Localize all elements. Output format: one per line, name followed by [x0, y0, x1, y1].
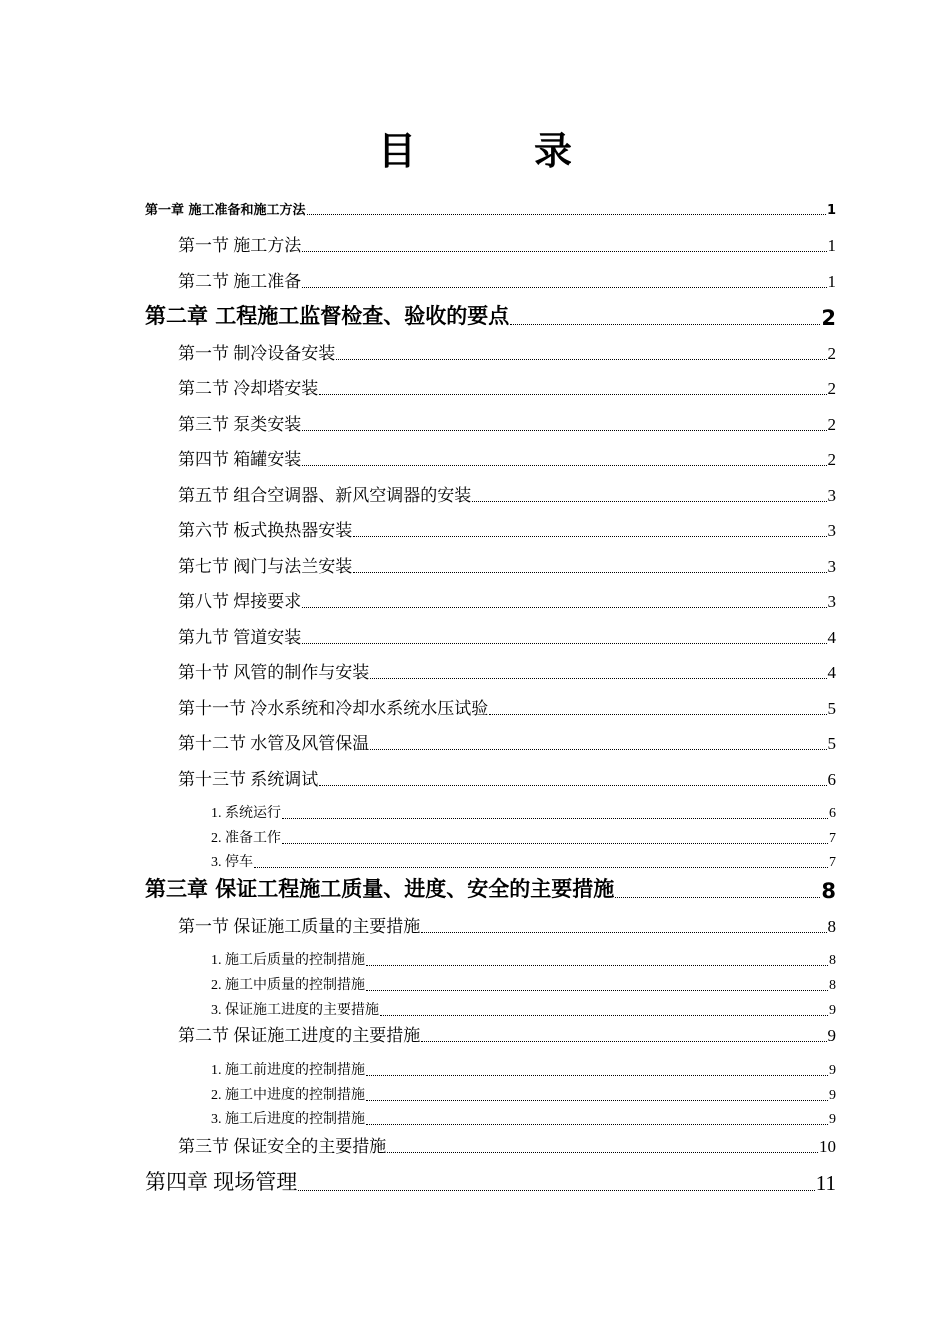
toc-entry-section[interactable]: [178, 912, 836, 937]
toc-entry-section[interactable]: [178, 623, 836, 648]
toc-entry-section[interactable]: [178, 1132, 836, 1157]
toc-entry-section[interactable]: [178, 552, 836, 577]
dot-leader: [387, 1152, 818, 1153]
toc-entry-label: 第三章 保证工程施工质量、进度、安全的主要措施: [145, 877, 615, 901]
dot-leader: [353, 572, 826, 573]
toc-entry-label: 第二节 施工准备: [178, 272, 302, 291]
toc-entry-page: 8: [827, 917, 836, 936]
toc-entry-page: 10: [819, 1137, 836, 1156]
dot-leader: [319, 394, 826, 395]
toc-entry-label: 3. 保证施工进度的主要措施: [211, 1003, 379, 1018]
toc-entry-section[interactable]: [178, 516, 836, 541]
toc-entry-chapter-2[interactable]: [145, 300, 836, 330]
toc-entry-label: 第十节 风管的制作与安装: [178, 663, 370, 682]
toc-entry-section[interactable]: [178, 729, 836, 754]
toc-entry-section[interactable]: [178, 1021, 836, 1046]
toc-entry-label: 第九节 管道安装: [178, 628, 302, 647]
toc-entry-section[interactable]: [178, 587, 836, 612]
toc-entry-section[interactable]: [178, 410, 836, 435]
toc-entry-label: 第十一节 冷水系统和冷却水系统水压试验: [178, 699, 489, 718]
toc-entry-label: 第十二节 水管及风管保温: [178, 734, 370, 753]
toc-entry-section[interactable]: [178, 694, 836, 719]
toc-entry-label: 第二节 保证施工进度的主要措施: [178, 1026, 421, 1045]
toc-entry-label: 第二节 冷却塔安装: [178, 379, 319, 398]
toc-entry-subsection[interactable]: [211, 851, 836, 871]
dot-leader: [510, 324, 820, 325]
page-title: 目 录: [377, 129, 612, 173]
toc-entry-chapter-4[interactable]: [145, 1166, 836, 1196]
dot-leader: [472, 501, 826, 502]
toc-entry-page: 2: [827, 379, 836, 398]
toc-entry-section[interactable]: [178, 481, 836, 506]
dot-leader: [302, 643, 826, 644]
dot-leader: [370, 678, 826, 679]
toc-entry-page: 9: [827, 1026, 836, 1045]
toc-entry-label: 第三节 保证安全的主要措施: [178, 1137, 387, 1156]
toc-entry-page: 1: [827, 272, 836, 291]
toc-entry-page: 3: [827, 592, 836, 611]
toc-entry-page: 5: [827, 699, 836, 718]
toc-entry-page: 11: [815, 1171, 836, 1195]
toc-entry-subsection[interactable]: [211, 949, 836, 969]
dot-leader: [366, 1075, 828, 1076]
toc-entry-chapter-3[interactable]: [145, 873, 836, 903]
toc-entry-label: 第六节 板式换热器安装: [178, 521, 353, 540]
toc-entry-page: 9: [829, 1063, 836, 1078]
dot-leader: [615, 897, 820, 898]
toc-entry-section[interactable]: [178, 658, 836, 683]
toc-entry-page: 3: [827, 486, 836, 505]
dot-leader: [366, 965, 828, 966]
toc-entry-page: 4: [827, 663, 836, 682]
toc-entry-label: 2. 施工中进度的控制措施: [211, 1088, 365, 1103]
dot-leader: [302, 251, 826, 252]
toc-entry-label: 第一节 制冷设备安装: [178, 344, 336, 363]
toc-entry-label: 第十三节 系统调试: [178, 770, 319, 789]
toc-entry-subsection[interactable]: [211, 1108, 836, 1128]
toc-entry-page: 8: [829, 978, 836, 993]
toc-entry-page: 3: [827, 521, 836, 540]
toc-entry-label: 2. 施工中质量的控制措施: [211, 978, 365, 993]
toc-entry-page: 6: [827, 770, 836, 789]
toc-entry-subsection[interactable]: [211, 1059, 836, 1079]
dot-leader: [370, 749, 826, 750]
dot-leader: [353, 536, 826, 537]
toc-entry-section[interactable]: [178, 267, 836, 292]
toc-entry-label: 第五节 组合空调器、新风空调器的安装: [178, 486, 472, 505]
toc-entry-page: 2: [827, 415, 836, 434]
toc-entry-subsection[interactable]: [211, 1084, 836, 1104]
toc-entry-section[interactable]: [178, 339, 836, 364]
toc-entry-label: 第四章 现场管理: [145, 1170, 298, 1194]
toc-entry-page: 9: [829, 1003, 836, 1018]
dot-leader: [307, 214, 826, 215]
toc-entry-label: 第八节 焊接要求: [178, 592, 302, 611]
toc-entry-subsection[interactable]: [211, 827, 836, 847]
dot-leader: [282, 843, 828, 844]
toc-entry-label: 第二章 工程施工监督检查、验收的要点: [145, 304, 510, 328]
dot-leader: [380, 1015, 828, 1016]
toc-entry-subsection[interactable]: [211, 999, 836, 1019]
dot-leader: [366, 1124, 828, 1125]
toc-entry-label: 3. 停车: [211, 855, 253, 870]
toc-entry-page: 3: [827, 557, 836, 576]
dot-leader: [336, 359, 826, 360]
dot-leader: [489, 714, 826, 715]
dot-leader: [319, 785, 826, 786]
dot-leader: [302, 430, 826, 431]
toc-entry-label: 1. 施工前进度的控制措施: [211, 1063, 365, 1078]
toc-entry-label: 第一章 施工准备和施工方法: [145, 203, 306, 218]
toc-entry-page: 1: [826, 203, 836, 218]
dot-leader: [254, 867, 828, 868]
toc-entry-label: 第一节 施工方法: [178, 236, 302, 255]
toc-entry-page: 2: [827, 450, 836, 469]
toc-entry-section[interactable]: [178, 445, 836, 470]
toc-entry-page: 7: [829, 855, 836, 870]
toc-entry-section[interactable]: [178, 765, 836, 790]
dot-leader: [421, 932, 826, 933]
dot-leader: [302, 607, 826, 608]
toc-entry-label: 第三节 泵类安装: [178, 415, 302, 434]
dot-leader: [366, 990, 828, 991]
toc-entry-section[interactable]: [178, 374, 836, 399]
toc-entry-page: 5: [827, 734, 836, 753]
toc-entry-page: 2: [821, 306, 836, 330]
toc-entry-subsection[interactable]: [211, 802, 836, 822]
dot-leader: [282, 818, 828, 819]
toc-entry-label: 第一节 保证施工质量的主要措施: [178, 917, 421, 936]
toc-entry-label: 第四节 箱罐安装: [178, 450, 302, 469]
toc-entry-section[interactable]: [178, 231, 836, 256]
toc-entry-page: 8: [829, 953, 836, 968]
toc-entry-label: 1. 施工后质量的控制措施: [211, 953, 365, 968]
toc-entry-page: 6: [829, 806, 836, 821]
toc-entry-page: 9: [829, 1112, 836, 1127]
toc-entry-page: 7: [829, 831, 836, 846]
toc-entry-subsection[interactable]: [211, 974, 836, 994]
dot-leader: [366, 1100, 828, 1101]
toc-entry-page: 2: [827, 344, 836, 363]
toc-entry-page: 4: [827, 628, 836, 647]
toc-entry-label: 第七节 阀门与法兰安装: [178, 557, 353, 576]
dot-leader: [302, 287, 826, 288]
toc-entry-label: 3. 施工后进度的控制措施: [211, 1112, 365, 1127]
dot-leader: [421, 1041, 826, 1042]
toc-entry-label: 1. 系统运行: [211, 806, 281, 821]
dot-leader: [298, 1190, 815, 1191]
toc-entry-page: 8: [821, 879, 836, 903]
dot-leader: [302, 465, 826, 466]
toc-entry-chapter-1[interactable]: [145, 199, 836, 218]
toc-entry-page: 9: [829, 1088, 836, 1103]
toc-entry-page: 1: [827, 236, 836, 255]
toc-entry-label: 2. 准备工作: [211, 831, 281, 846]
